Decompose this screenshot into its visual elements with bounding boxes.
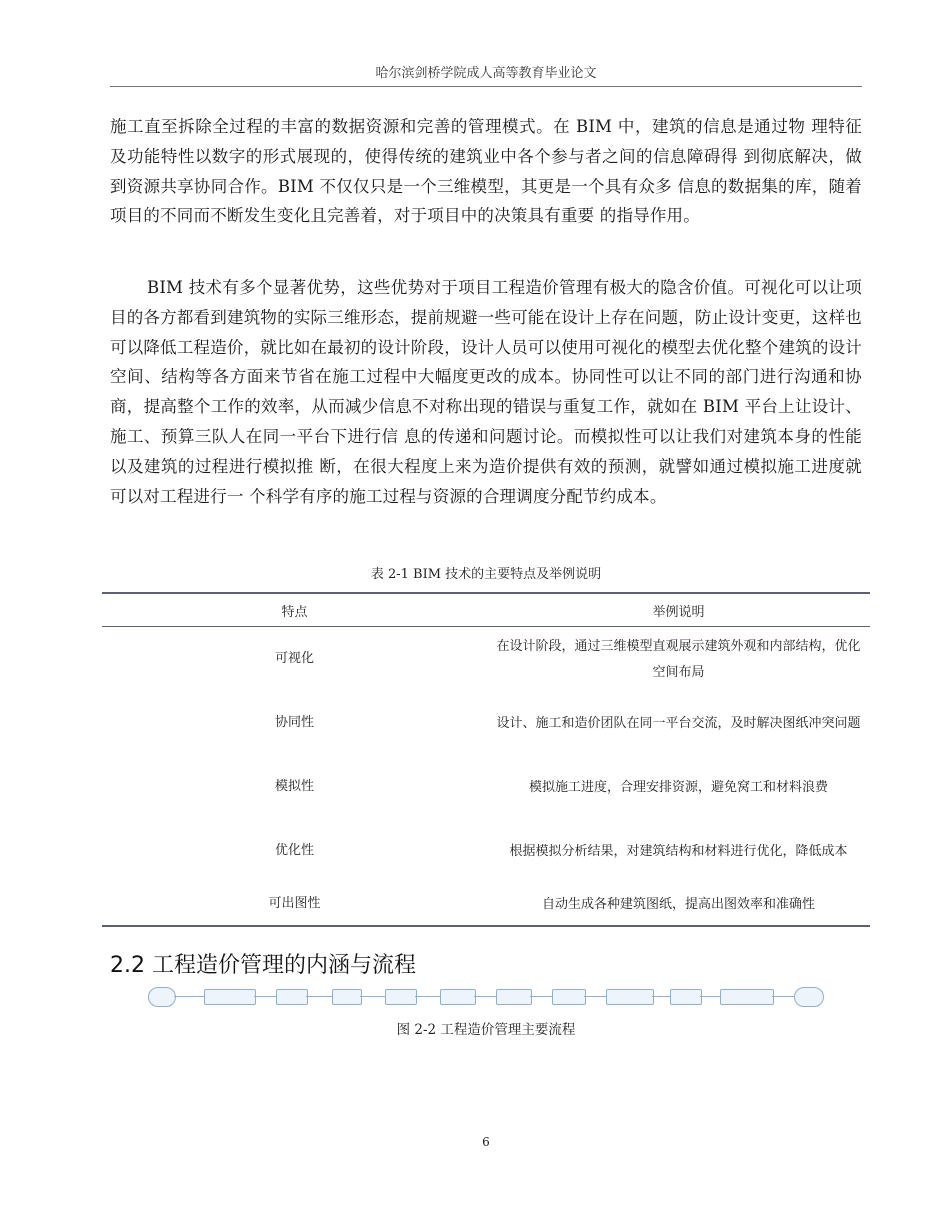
table-cell-feature: 协同性 — [274, 715, 314, 730]
table-row — [102, 627, 870, 692]
flow-node — [552, 989, 586, 1005]
flow-node — [385, 989, 417, 1005]
flow-connector — [306, 996, 332, 997]
page-number: 6 — [482, 1135, 490, 1149]
table-row — [102, 755, 870, 819]
table-cell-feature: 模拟性 — [274, 779, 314, 794]
section-heading: 2.2 工程造价管理的内涵与流程 — [110, 953, 416, 978]
table-row — [102, 819, 870, 883]
flow-node — [606, 989, 654, 1005]
flow-end-node — [794, 987, 824, 1007]
table-header-example: 举例说明 — [652, 604, 705, 620]
table-cell-feature: 优化性 — [274, 843, 314, 858]
running-header: 哈尔滨剑桥学院成人高等教育毕业论文 — [375, 66, 597, 81]
flow-connector — [474, 996, 496, 997]
table-header-feature: 特点 — [281, 604, 308, 620]
flow-node — [440, 989, 476, 1005]
table-cell-feature: 可视化 — [274, 651, 314, 666]
flow-node — [496, 989, 532, 1005]
table-header-row — [102, 593, 870, 627]
flow-node — [720, 989, 774, 1005]
body-paragraph-1: 施工直至拆除全过程的丰富的数据资源和完善的管理模式。在 BIM 中，建筑的信息是通过物 理特征及功能特性以数字的形式展现的，使得传统的建筑业中各个参与者之间的信息障碍得 到彻底解决，做到资源共享协同合作。BIM 不仅仅只是一个三维模型，其更是一个具有众多 信息的数据集的库，随着项目的不同而不断发生变化且完善着，对于项目中的决策具有重要 的指导作用。 — [110, 117, 862, 226]
flow-node — [670, 989, 702, 1005]
table-row — [102, 883, 870, 926]
flow-connector — [174, 996, 204, 997]
flow-connector — [530, 996, 552, 997]
table-caption: 表 2-1 BIM 技术的主要特点及举例说明 — [370, 567, 602, 582]
process-flow-diagram — [148, 984, 828, 1010]
body-paragraph-2: BIM 技术有多个显著优势，这些优势对于项目工程造价管理有极大的隐含价值。可视化可以让项目的各方都看到建筑物的实际三维形态，提前规避一些可能在设计上存在问题，防止设计变更，这样也可以降低工程造价，就比如在最初的设计阶段，设计人员可以使用可视化的模型去优化整个建筑的设计空间、结构等各方面来节省在施工过程中大幅度更改的成本。协同性可以让不同的部门进行沟通和协商，提高整个工作的效率，从而减少信息不对称出现的错误与重复工作，就如在 BIM 平台上让设计、施工、预算三队人在同一平台下进行信 息的传递和问题讨论。而模拟性可以让我们对建筑本身的性能以及建筑的过程进行模拟推 断，在很大程度上来为造价提供有效的预测，就譬如通过模拟施工进度就可以对工程进行一 个科学有序的施工过程与资源的合理调度分配节约成本。 — [110, 278, 862, 506]
flow-node — [204, 989, 256, 1005]
table-cell-example: 在设计阶段，通过三维模型直观展示建筑外观和内部结构，优化空间布局 — [496, 639, 861, 680]
table-cell-feature: 可出图性 — [268, 896, 321, 911]
flow-connector — [360, 996, 385, 997]
flow-connector — [772, 996, 794, 997]
flow-connector — [652, 996, 670, 997]
flow-node — [332, 989, 362, 1005]
flow-connector — [415, 996, 440, 997]
table-cell-example: 根据模拟分析结果，对建筑结构和材料进行优化，降低成本 — [509, 844, 848, 859]
bim-features-table — [102, 592, 870, 927]
flow-connector — [584, 996, 606, 997]
table-row — [102, 691, 870, 755]
flow-start-node — [148, 987, 176, 1007]
flow-node — [276, 989, 308, 1005]
flow-connector — [700, 996, 720, 997]
table-cell-example: 自动生成各种建筑图纸，提高出图效率和准确性 — [541, 897, 815, 912]
header-rule — [110, 86, 862, 87]
flow-connector — [254, 996, 276, 997]
figure-caption: 图 2-2 工程造价管理主要流程 — [396, 1022, 576, 1038]
table-cell-example: 模拟施工进度，合理安排资源，避免窝工和材料浪费 — [528, 780, 828, 795]
table-cell-example: 设计、施工和造价团队在同一平台交流，及时解决图纸冲突问题 — [496, 716, 861, 731]
